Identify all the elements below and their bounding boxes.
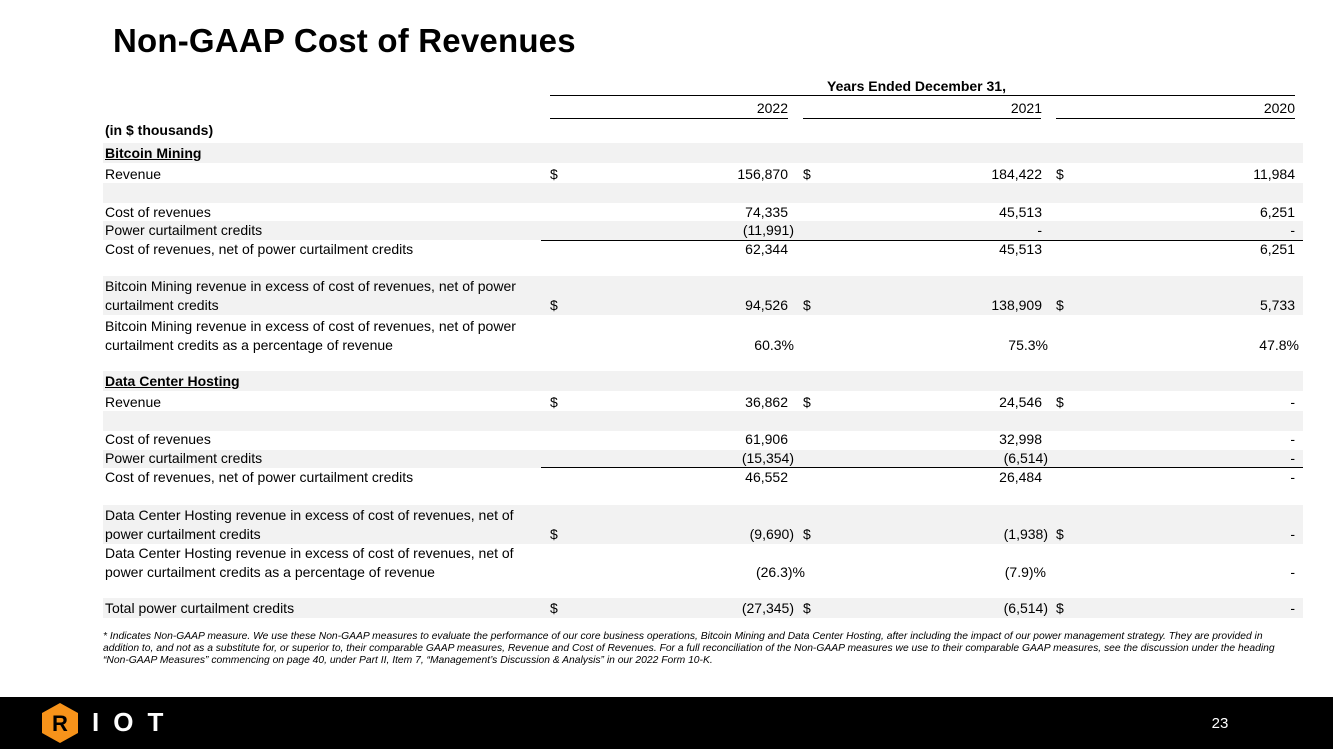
btc-excess-label-line1: Bitcoin Mining revenue in excess of cost of revenues, net of power xyxy=(105,278,516,294)
dch-power-2022: (15,354) xyxy=(741,450,794,466)
year-rule xyxy=(803,118,1041,119)
dch-revenue-label: Revenue xyxy=(105,394,162,410)
dch-net-2021: 26,484 xyxy=(999,469,1042,485)
header-rule xyxy=(550,95,1295,96)
btc-net-2021: 45,513 xyxy=(999,241,1042,257)
currency-sign: $ xyxy=(550,394,558,410)
dch-revenue-2022: 36,862 xyxy=(745,394,788,410)
currency-sign: $ xyxy=(803,297,811,313)
btc-net-2022: 62,344 xyxy=(745,241,788,257)
btc-pct-2022: 60.3% xyxy=(754,337,794,353)
dch-net-2022: 46,552 xyxy=(745,469,788,485)
footnote: * Indicates Non-GAAP measure. We use these Non-GAAP measures to evaluate the performance of our core business operations, Bitcoin Mining and Data Center Hosting, after including the impact of our power management strategy. They are provided in addition to, and not as a substitute for, or superior to, their comparable GAAP measures, Revenue and Cost of Revenues. For a full reconciliation of the Non-GAAP measures we use to their comparable GAAP measures, see the discussion under the heading “Non-GAAP Measures” commencing on page 40, under Part II, Item 7, “Management’s Discussion & Analysis” in our 2022 Form 10-K. xyxy=(103,631,1275,666)
btc-excess-2020: 5,733 xyxy=(1259,297,1295,313)
period-header: Years Ended December 31, xyxy=(827,78,1006,94)
year-2021: 2021 xyxy=(1010,100,1042,116)
dch-excess-label-line1: Data Center Hosting revenue in excess of cost of revenues, net of xyxy=(105,507,514,523)
currency-sign: $ xyxy=(1056,166,1064,182)
btc-cost-label: Cost of revenues xyxy=(105,204,211,220)
btc-power-label: Power curtailment credits xyxy=(105,222,263,238)
currency-sign: $ xyxy=(1056,297,1064,313)
currency-sign: $ xyxy=(1056,526,1064,542)
currency-sign: $ xyxy=(803,600,811,616)
dch-net-label: Cost of revenues, net of power curtailment credits xyxy=(105,469,414,485)
units-label: (in $ thousands) xyxy=(105,122,214,138)
dch-net-2020: - xyxy=(1290,469,1295,485)
btc-net-label: Cost of revenues, net of power curtailment credits xyxy=(105,241,414,257)
logo-letter: R xyxy=(52,711,68,736)
logo-text: IOT xyxy=(92,707,178,737)
dch-power-label: Power curtailment credits xyxy=(105,450,263,466)
subtotal-rule xyxy=(541,467,1303,468)
currency-sign: $ xyxy=(1056,394,1064,410)
btc-revenue-2022: 156,870 xyxy=(737,166,788,182)
currency-sign: $ xyxy=(550,600,558,616)
row-band xyxy=(103,183,1303,203)
year-2020: 2020 xyxy=(1263,100,1295,116)
currency-sign: $ xyxy=(803,526,811,542)
dch-power-2021: (6,514) xyxy=(1003,450,1048,466)
total-power-2021: (6,514) xyxy=(1003,600,1048,616)
dch-pct-2022: (26.3)% xyxy=(755,564,805,580)
dch-revenue-2020: - xyxy=(1290,394,1295,410)
btc-revenue-2020: 11,984 xyxy=(1253,166,1295,182)
dch-cost-2022: 61,906 xyxy=(745,431,788,447)
dch-excess-2021: (1,938) xyxy=(1003,526,1048,542)
dch-excess-2022: (9,690) xyxy=(749,526,794,542)
btc-net-2020: 6,251 xyxy=(1259,241,1295,257)
btc-excess-2021: 138,909 xyxy=(991,297,1042,313)
btc-cost-2021: 45,513 xyxy=(999,204,1042,220)
btc-revenue-label: Revenue xyxy=(105,166,162,182)
row-band xyxy=(103,411,1303,431)
footer-bar xyxy=(0,697,1333,749)
page-number: 23 xyxy=(1211,715,1229,732)
dch-pct-2021: (7.9)% xyxy=(1004,564,1046,580)
dch-cost-2020: - xyxy=(1290,431,1295,447)
btc-power-2020: - xyxy=(1290,222,1295,238)
currency-sign: $ xyxy=(1056,600,1064,616)
dch-power-2020: - xyxy=(1290,450,1295,466)
btc-revenue-2021: 184,422 xyxy=(991,166,1042,182)
dch-pct-label-line1: Data Center Hosting revenue in excess of cost of revenues, net of xyxy=(105,545,514,561)
dch-excess-2020: - xyxy=(1290,526,1295,542)
total-power-2020: - xyxy=(1290,600,1295,616)
btc-pct-label-line1: Bitcoin Mining revenue in excess of cost of revenues, net of power xyxy=(105,318,516,334)
row-band xyxy=(103,371,1303,391)
btc-excess-label-line2: curtailment credits xyxy=(105,297,219,313)
year-2022: 2022 xyxy=(756,100,788,116)
dch-excess-label-line2: power curtailment credits xyxy=(105,526,261,542)
section-data-center-hosting: Data Center Hosting xyxy=(105,373,240,389)
row-band xyxy=(103,143,1303,163)
currency-sign: $ xyxy=(550,526,558,542)
btc-cost-2022: 74,335 xyxy=(745,204,788,220)
btc-cost-2020: 6,251 xyxy=(1259,204,1295,220)
year-rule xyxy=(1056,118,1295,119)
section-bitcoin-mining: Bitcoin Mining xyxy=(105,145,202,161)
dch-revenue-2021: 24,546 xyxy=(999,394,1042,410)
page-title: Non-GAAP Cost of Revenues xyxy=(113,22,576,59)
btc-power-2021: - xyxy=(1037,222,1042,238)
btc-power-2022: (11,991) xyxy=(742,222,794,238)
year-rule xyxy=(550,118,788,119)
btc-pct-2020: 47.8% xyxy=(1259,337,1299,353)
riot-logo-icon xyxy=(40,702,80,744)
total-power-2022: (27,345) xyxy=(741,600,794,616)
currency-sign: $ xyxy=(550,297,558,313)
btc-excess-2022: 94,526 xyxy=(745,297,788,313)
btc-pct-2021: 75.3% xyxy=(1008,337,1048,353)
dch-cost-2021: 32,998 xyxy=(999,431,1042,447)
dch-cost-label: Cost of revenues xyxy=(105,431,211,447)
total-power-label: Total power curtailment credits xyxy=(105,600,295,616)
dch-pct-label-line2: power curtailment credits as a percentage of revenue xyxy=(105,564,435,580)
currency-sign: $ xyxy=(550,166,558,182)
currency-sign: $ xyxy=(803,166,811,182)
dch-pct-2020: - xyxy=(1290,564,1295,580)
currency-sign: $ xyxy=(803,394,811,410)
btc-pct-label-line2: curtailment credits as a percentage of revenue xyxy=(105,337,393,353)
